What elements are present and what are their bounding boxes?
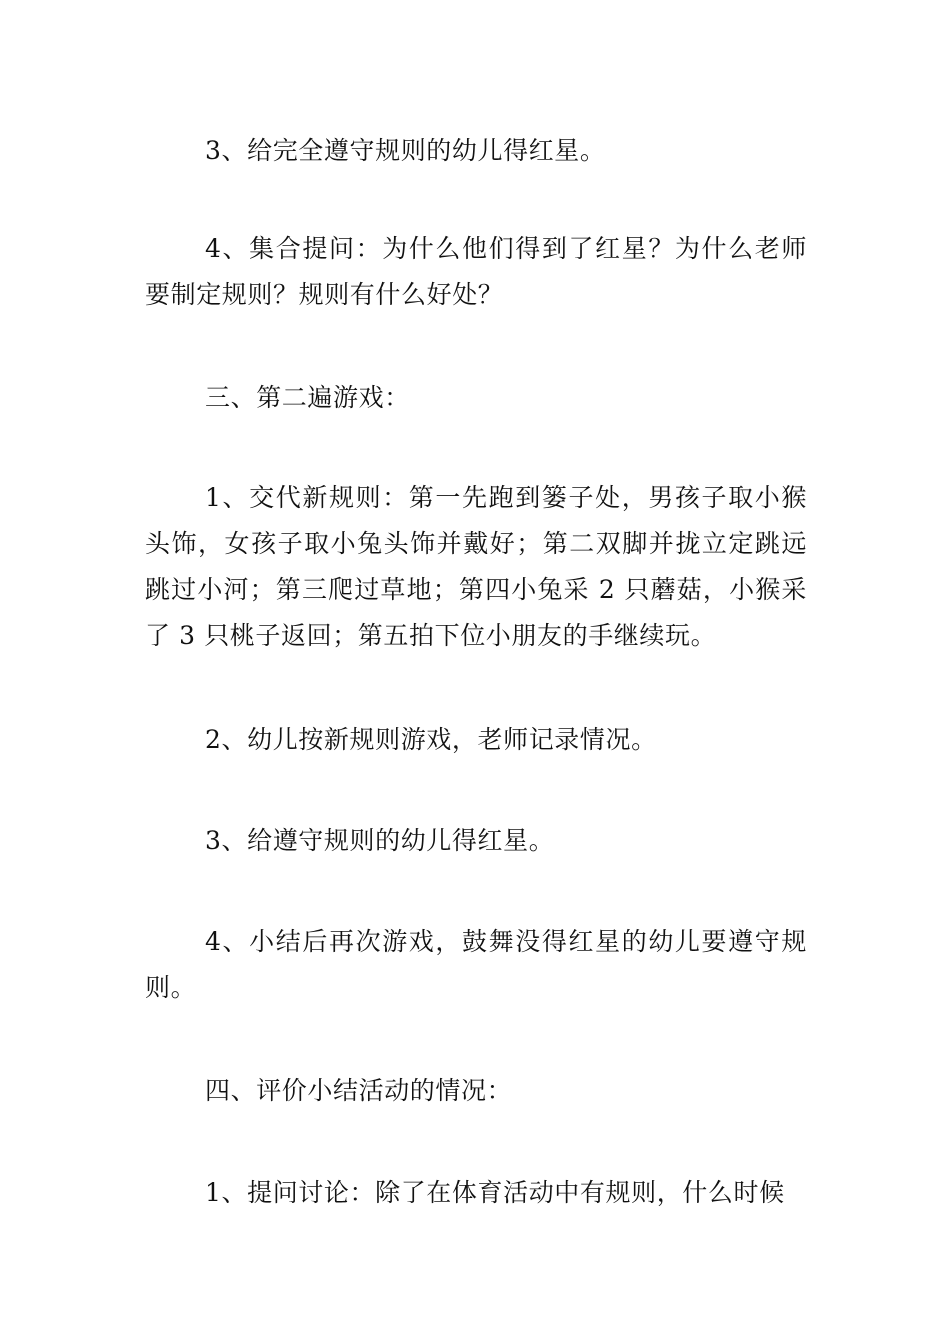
section-heading-evaluation: 四、评价小结活动的情况： bbox=[205, 1076, 513, 1105]
paragraph-summary-replay: 4、小结后再次游戏，鼓舞没得红星的幼儿要遵守规则。 bbox=[145, 927, 807, 1002]
section-heading-second-game: 三、第二遍游戏： bbox=[205, 383, 410, 412]
paragraph-step-4-question: 4、集合提问：为什么他们得到了红星？为什么老师要制定规则？规则有什么好处？ bbox=[145, 234, 807, 309]
paragraph-discussion-question: 1、提问讨论：除了在体育活动中有规则，什么时候 bbox=[205, 1178, 785, 1207]
paragraph-new-rules: 1、交代新规则：第一先跑到篓子处，男孩子取小猴头饰，女孩子取小兔头饰并戴好；第二双脚并拢立定跳远跳过小河；第三爬过草地；第四小兔采 2 只蘑菇，小猴采了 3 只桃子返回；第五拍下位小朋友的手继续玩。 bbox=[145, 483, 807, 650]
paragraph-award-red-star: 3、给遵守规则的幼儿得红星。 bbox=[205, 826, 555, 855]
paragraph-play-by-new-rules: 2、幼儿按新规则游戏，老师记录情况。 bbox=[205, 725, 657, 754]
paragraph-step-3-red-star: 3、给完全遵守规则的幼儿得红星。 bbox=[205, 136, 606, 165]
